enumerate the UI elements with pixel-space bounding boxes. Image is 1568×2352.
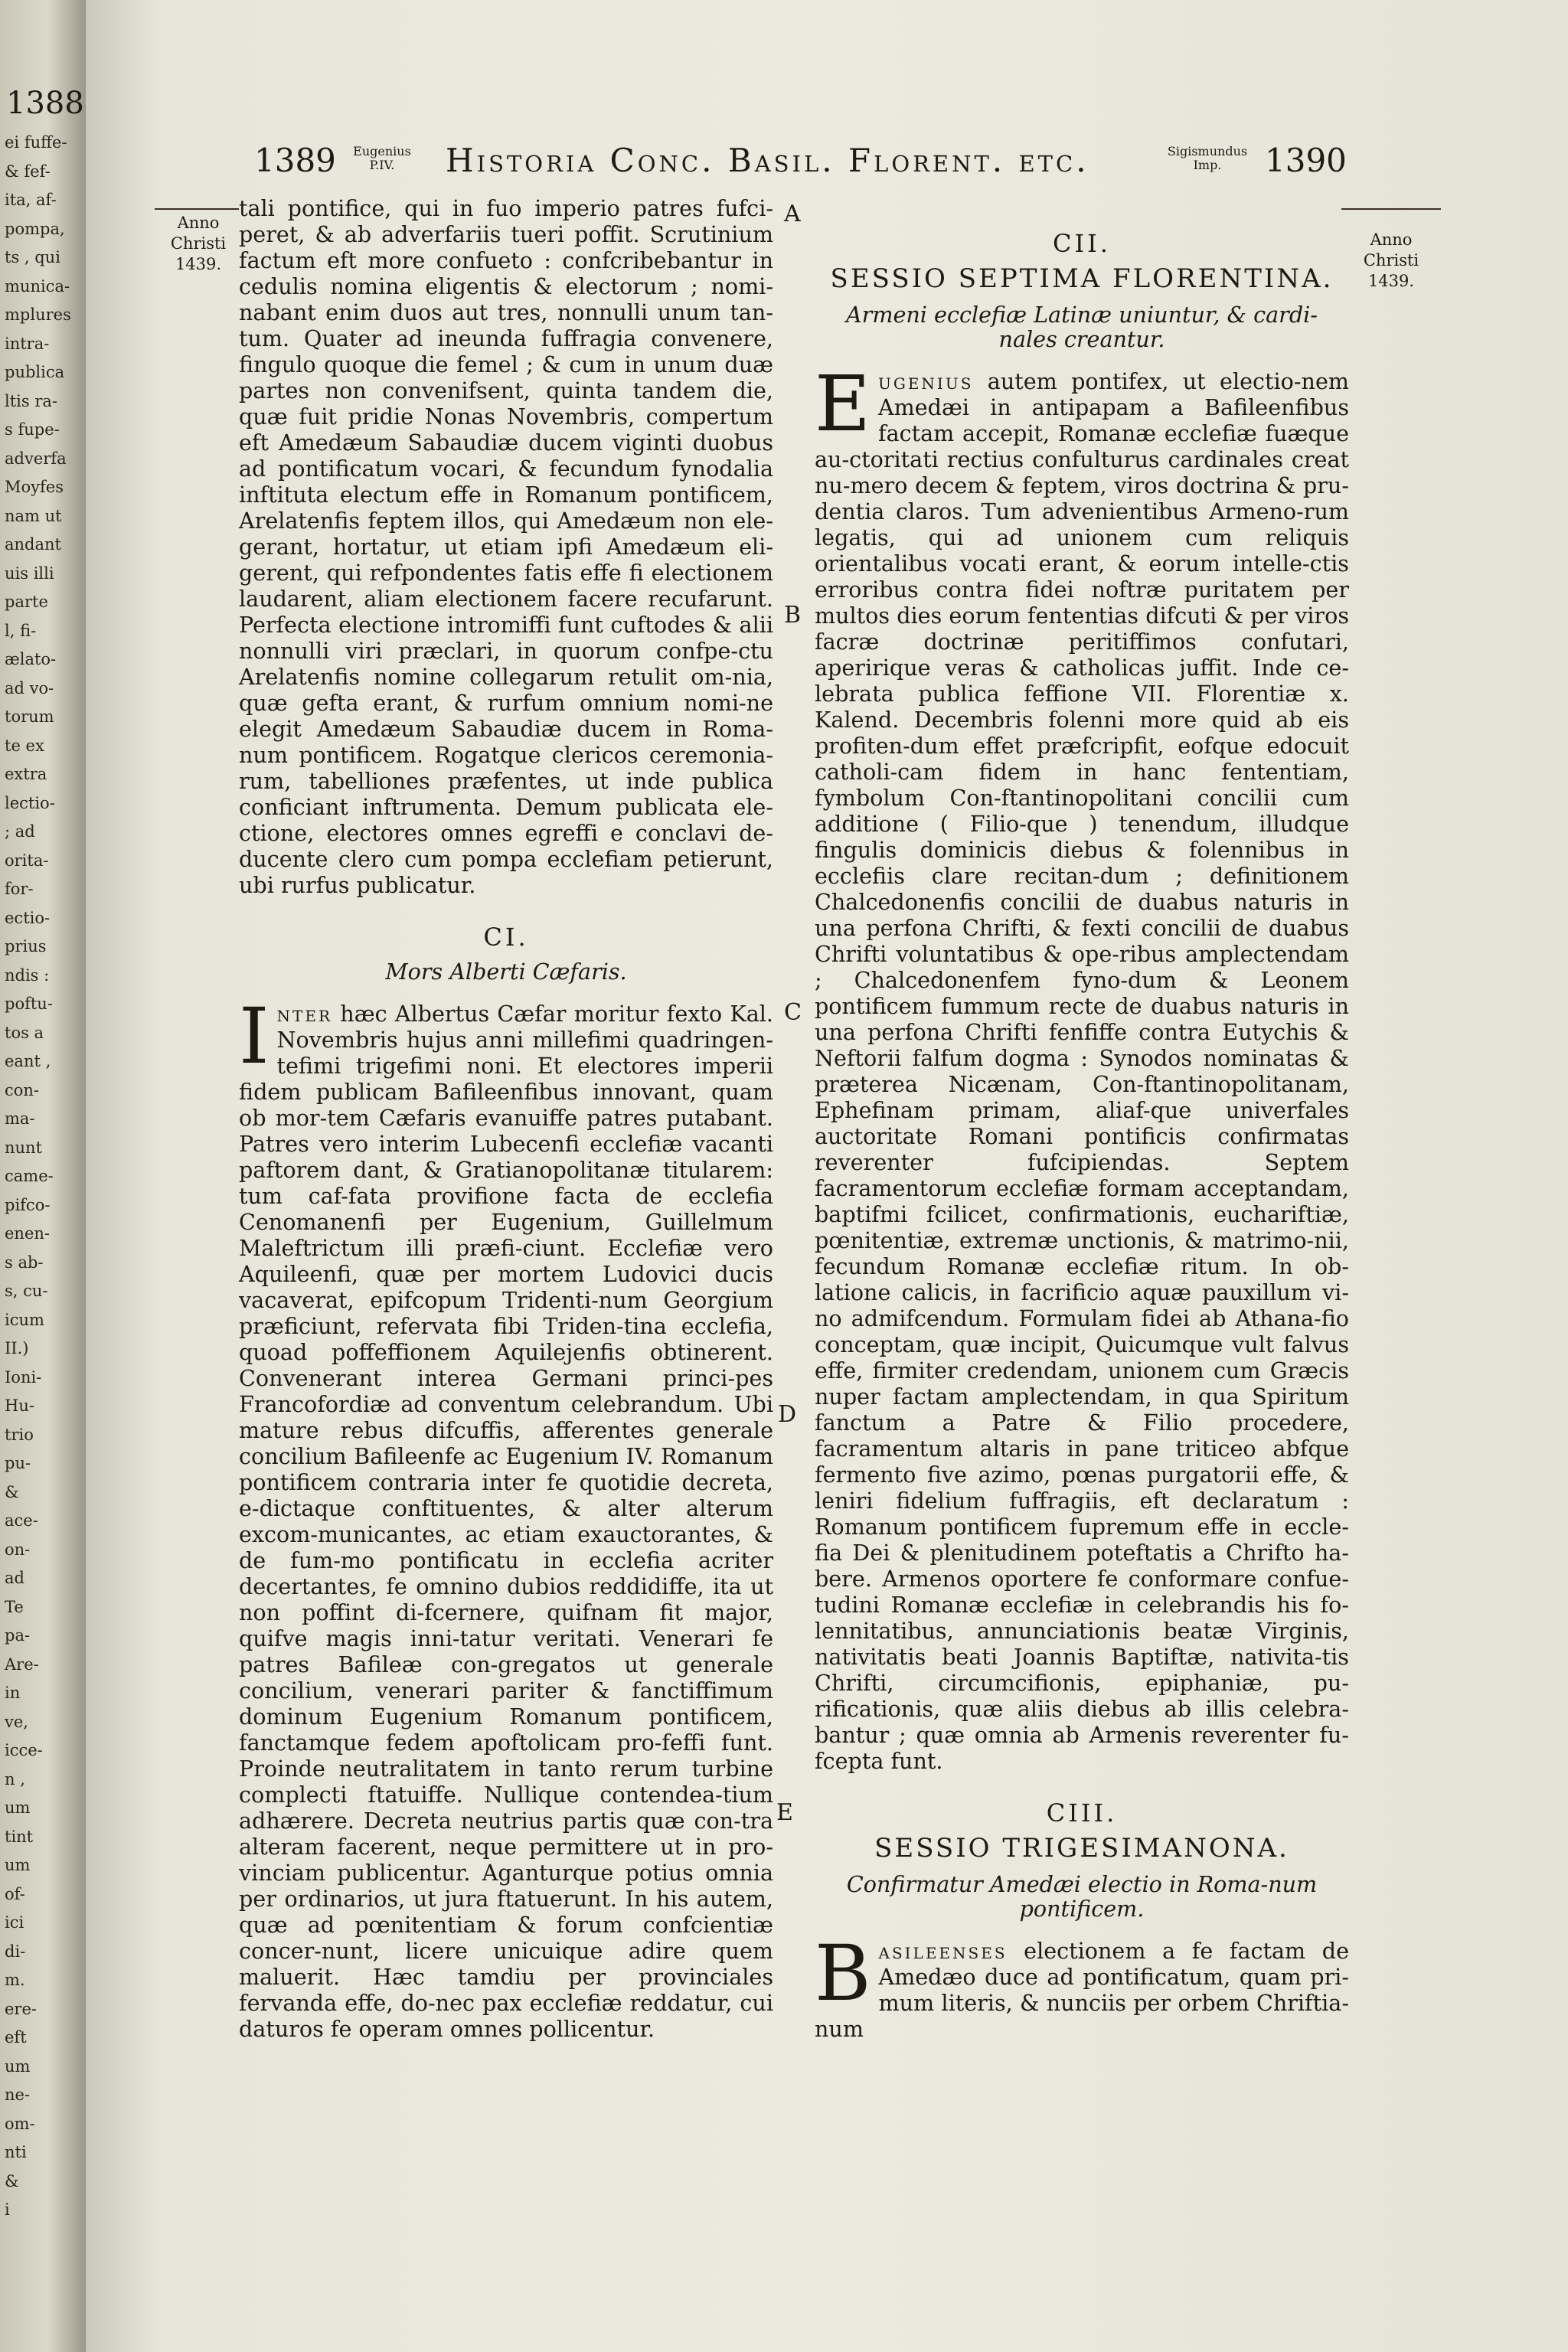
previous-page-fragment: di- xyxy=(5,1942,26,1961)
previous-page-fragment: pompa, xyxy=(5,219,65,238)
previous-page-fragment: ace- xyxy=(5,1511,38,1530)
left-paragraph-1: tali pontifice, qui in fuo imperio patres fufci-peret, & ab adverfariis tueri poffit. Scrutinium factum eft more confueto : confcribebantur in cedulis nomina eligentis & electorum ; nomi-nabant enim duos aut tres, nonnulli unum tan-tum. Quater ad ineunda fuffragia convenere, fingulo quoque die femel ; & cum in unum duæ partes non convenifsent, quinta tandem die, quæ fuit pridie Nonas Novembris, compertum eft Amedæum Sabaudiæ ducem viginti duobus ad pontificatum vocari, & fecundum fynodalia inftituta electum effe in Romanum pontificem, Arelatenfis feptem illos, qui Amedæum non ele-gerant, hortatur, ut etiam ipfi Amedæum eli-gerent, qui refpondentes fatis effe fi electionem laudarent, aliam electionem facere recufarunt. Perfecta electione intromiffi funt cuftodes & alii nonnulli viri præclari, in quorum confpe-ctu Arelatenfis nomine collegarum retulit om-nia, quæ gefta erant, & rurfum omnium nomi-ne elegit Amedæum Sabaudiæ ducem in Roma-num pontificem. Rogatque clericos ceremonia-rum, tabelliones præfentes, ut inde publica conficiant inftrumenta. Demum publicata ele-ctione, electores omnes egreffi e conclavi de-ducente clero cum pompa ecclefiam petierunt, ubi rurfus publicatur. xyxy=(239,195,773,898)
previous-page-fragment: parte xyxy=(5,593,48,611)
previous-page-fragment: uis illi xyxy=(5,564,54,583)
running-emperor: Sigismundus Imp. xyxy=(1167,144,1248,172)
previous-page-fragment: II.) xyxy=(5,1339,29,1357)
previous-page-edge xyxy=(0,0,86,2352)
previous-page-fragment: te ex xyxy=(5,736,44,755)
previous-page-fragment: con- xyxy=(5,1080,40,1099)
right-paragraph-1 xyxy=(815,359,1350,1774)
previous-page-fragment: enen- xyxy=(5,1224,51,1243)
previous-page-fragment: eft xyxy=(5,2028,27,2047)
previous-page-fragment: ei fuffe- xyxy=(5,133,67,152)
previous-page-fragment: pifco- xyxy=(5,1195,51,1214)
previous-page-fragment: publica xyxy=(5,363,65,381)
previous-page-fragment: n , xyxy=(5,1769,25,1788)
previous-page-fragment: m. xyxy=(5,1971,25,1989)
previous-page-fragment: prius xyxy=(5,937,47,956)
running-header xyxy=(86,142,1568,203)
previous-page-fragment: tos a xyxy=(5,1023,44,1042)
previous-page-fragment: Hu- xyxy=(5,1396,34,1415)
dropcap-e: E xyxy=(815,359,871,449)
lead-word-inter: nter xyxy=(276,1001,333,1027)
left-column xyxy=(239,195,773,2042)
previous-page-fragment: ltis ra- xyxy=(5,391,57,410)
previous-page-fragment: adverfa xyxy=(5,449,67,468)
previous-page-fragment: om- xyxy=(5,2114,35,2133)
previous-page-fragment: ad xyxy=(5,1569,24,1587)
previous-page-fragment: trio xyxy=(5,1425,34,1444)
previous-page-fragment: pa- xyxy=(5,1626,31,1645)
left-year-note: Anno Christi 1439. xyxy=(170,214,227,273)
previous-page-fragment: andant xyxy=(5,535,61,554)
previous-page-fragment: nunt xyxy=(5,1138,43,1157)
lead-word-basileenses: asileenses xyxy=(878,1938,1008,1964)
previous-page-fragment: ma- xyxy=(5,1109,35,1128)
previous-page-fragment: for- xyxy=(5,880,34,898)
previous-page-fragment: um xyxy=(5,1798,31,1817)
previous-page-fragment: ici xyxy=(5,1913,24,1932)
marker-b: B xyxy=(784,602,802,629)
previous-page-fragment: ad vo- xyxy=(5,678,54,697)
previous-page-fragment: ; ad xyxy=(5,822,35,841)
left-paragraph-2-text: hæc Albertus Cæfar moritur fexto Kal. Novembris hujus anni millefimi quadringen-tefimi trigefimi noni. Et electores imperii fidem publicam Bafileenfibus innovant, quam ob mor-tem Cæfaris evanuiffe patres putabant. Patres vero interim Lubecenfi ecclefiæ vacanti paftorem dant, & Gratianopolitanæ titularem: tum caf-fata provifione facta de ecclefia Cenomanenfi per Eugenium, Guillelmum Maleftrictum illi præfi-ciunt. Ecclefiæ vero Aquileenfi, quæ per mortem Ludovici ducis vacaverat, epifcopum Tridenti-num Georgium præficiunt, refervata fibi Triden-tina ecclefia, quoad poffeffionem Aquilejenfis obtinerent. Convenerant interea Germani princi-pes Francofordiæ ad conventum celebrandum. Ubi mature rebus difcuffis, afferentes generale concilium Bafileenfe ac Eugenium IV. Romanum pontificem contraria inter fe quotidie decreta, e-dictaque conftituentes, & alter alterum excom-municantes, ac etiam exauctorantes, & de fum-mo pontificatu in ecclefia acriter decertantes, fe omnino dubios reddidiffe, ita ut non poffint di-fcernere, quifnam fit major, quifve magis inni-tatur veritati. Venerari fe patres Bafileæ con-gregatos ut generale concilium, venerari pariter & fanctiffimum dominum Eugenium Romanum pontificem, fanctamque fedem apoftolicam pro-feffi funt. Proinde neutralitatem in tanto rerum turbine complecti ftatuiffe. Nullique contendea-tium adhærere. Decreta neutrius partis quæ con-tra alteram facerent, neque permittere ut in pro-vinciam publicentur. Aganturque potius omnia per ordinarios, ut jura ftatuerunt. In his autem, quæ ad pœnitentiam & forum confcientiæ concer-nunt, licere unicuique adire quem maluerit. Hæc tamdiu per provinciales fervanda effe, do-nec pax ecclefiæ reddatur, cui daturos fe operam omnes pollicentur. xyxy=(239,1001,773,2042)
right-paragraph-2-text: electionem a fe factam de Amedæo duce ad pontificatum, quam pri-mum literis, & nunciis per orbem Chriftia-num xyxy=(815,1938,1349,2042)
previous-page-fragment: ndis : xyxy=(5,965,50,985)
previous-page-fragment: um xyxy=(5,1856,31,1874)
previous-page-fragment: s fupe- xyxy=(5,420,60,439)
previous-page-fragment: ne- xyxy=(5,2086,31,2104)
previous-page-number: 1388 xyxy=(6,86,84,121)
previous-page-fragment: orita- xyxy=(5,851,49,870)
previous-page-fragment: l, fi- xyxy=(5,621,37,640)
previous-page-fragment: um xyxy=(5,2056,31,2076)
previous-page-fragment: Are- xyxy=(5,1655,39,1674)
running-pope: Eugenius P.IV. xyxy=(353,144,411,172)
previous-page-fragment: & xyxy=(5,1482,19,1501)
previous-page-fragment: munica- xyxy=(5,276,70,296)
right-column xyxy=(815,195,1349,2042)
previous-page-fragment: ere- xyxy=(5,1999,37,2018)
previous-page-fragment: of- xyxy=(5,1884,25,1903)
previous-page-fragment: Ioni- xyxy=(5,1367,42,1387)
left-margin-rule xyxy=(155,208,239,210)
previous-page-fragment: pu- xyxy=(5,1454,31,1472)
previous-page-fragment: & fef- xyxy=(5,162,51,181)
marker-c: C xyxy=(784,999,802,1026)
previous-page-fragment: icce- xyxy=(5,1741,43,1759)
lead-word-eugenius: ugenius xyxy=(878,368,974,394)
marker-a: A xyxy=(784,201,801,227)
previous-page-fragment: s ab- xyxy=(5,1253,44,1272)
marker-d: D xyxy=(778,1401,797,1428)
running-title: Historia Conc. Basil. Florent. etc. xyxy=(446,142,1089,179)
previous-page-fragment: ita, af- xyxy=(5,191,57,209)
previous-page-fragment: i xyxy=(5,2200,10,2219)
previous-page-fragment: on- xyxy=(5,1540,31,1559)
left-paragraph-2 xyxy=(239,991,773,2042)
dropcap-i: I xyxy=(239,991,270,1081)
section-ci-subtitle: Mors Alberti Cæfaris. xyxy=(385,959,627,985)
book-page xyxy=(86,0,1568,2352)
section-cii-subtitle: Armeni ecclefiæ Latinæ uniuntur, & cardi-nales creantur. xyxy=(846,302,1318,352)
right-year-note: Anno Christi 1439. xyxy=(1363,230,1419,290)
marker-e: E xyxy=(776,1799,793,1826)
previous-page-fragment: came- xyxy=(5,1167,54,1185)
previous-page-fragment: tint xyxy=(5,1827,34,1846)
previous-page-fragment: & xyxy=(5,2171,19,2190)
previous-page-fragment: Te xyxy=(5,1597,24,1616)
previous-page-fragment: icum xyxy=(5,1310,44,1329)
previous-page-fragment: nti xyxy=(5,2143,27,2161)
previous-page-fragment: Moyfes xyxy=(5,478,64,496)
section-cii-number: CII. xyxy=(1053,229,1111,258)
left-page-number: 1389 xyxy=(254,142,336,179)
previous-page-fragment: s, cu- xyxy=(5,1282,48,1300)
section-cii-title: SESSIO SEPTIMA FLORENTINA. xyxy=(830,263,1334,294)
previous-page-fragment: in xyxy=(5,1684,21,1702)
previous-page-fragment: eant , xyxy=(5,1052,51,1070)
previous-page-fragment: nam ut xyxy=(5,506,62,525)
dropcap-b: B xyxy=(815,1929,871,2018)
previous-page-fragment: poftu- xyxy=(5,995,53,1013)
section-ciii-title: SESSIO TRIGESIMANONA. xyxy=(874,1833,1289,1864)
previous-page-fragment: lectio- xyxy=(5,793,55,812)
right-page-number: 1390 xyxy=(1265,142,1347,179)
section-ci-number: CI. xyxy=(483,923,529,952)
right-margin-rule xyxy=(1341,208,1441,210)
previous-page-fragment: mplures xyxy=(5,305,71,324)
previous-page-fragment: ve, xyxy=(5,1712,28,1731)
previous-page-fragment: intra- xyxy=(5,334,50,353)
previous-page-fragment: ectio- xyxy=(5,908,51,927)
previous-page-fragment: ælato- xyxy=(5,650,57,668)
section-ciii-number: CIII. xyxy=(1046,1798,1118,1828)
previous-page-fragment: ts , qui xyxy=(5,248,60,266)
previous-page-fragment: extra xyxy=(5,765,47,783)
previous-page-fragment: torum xyxy=(5,707,54,726)
right-paragraph-2 xyxy=(815,1929,1349,2042)
right-paragraph-1-text: autem pontifex, ut electio-nem Amedæi in antipapam a Bafileenfibus factam accepit, Romanæ ecclefiæ fuæque au-ctoritati rectius confulturus cardinales creat nu-mero decem & feptem, viros doctrina & pru-dentia claros. Tum advenientibus Armeno-rum legatis, qui ad unionem cum reliquis orientalibus vocati erant, & eorum intelle-ctis erroribus contra fidei noftræ puritatem per multos dies eorum fententias difcuti & per viros facræ doctrinæ peritiffimos confutari, aperirique veras & catholicas juffit. Inde ce-lebrata publica feffione VII. Florentiæ x. Kalend. Decembris folenni more quid ab eis profiten-dum effet præfcripfit, eofque edocuit catholi-cam fidem in hanc fententiam, fymbolum Con-ftantinopolitani concilii cum additione ( Filio-que ) tenendum, illudque fingulis dominicis diebus & folennibus in ecclefiis clare recitan-dum ; definitionem Chalcedonenfis concilii de duabus naturis in una perfona Chrifti, & fexti concilii de duabus Chrifti voluntatibus & ope-ribus amplectendam ; Chalcedonenfem fyno-dum & Leonem pontificem fummum recte de duabus naturis in una perfona Chrifti fenfiffe contra Eutychis & Neftorii falfum dogma : Synodos nominatas & præterea Nicænam, Con-ftantinopolitanam, Ephefinam primam, aliaf-que univerfales auctoritate Romani pontificis confirmatas reverenter fufcipiendas. Septem facramentorum ecclefiæ formam acceptandam, baptifmi fcilicet, confirmationis, euchariftiæ, pœnitentiæ, extremæ unctionis, & matrimo-nii, fecundum Romanæ ecclefiæ ritum. In ob-latione calicis, in facrificio aquæ pauxillum vi-no admifcendum. Formulam fidei ab Athana-fio conceptam, quæ incipit, Quicumque vult falvus effe, firmiter credendam, unionem cum Græcis nuper factam amplectendam, in qua Spiritum fanctum a Patre & Filio procedere, facramentum altaris in pane triticeo abfque fermento five azimo, pœnas purgatorii effe, & leniri fidelium fuffragiis, eft declaratum : Romanum pontificem fupremum effe in eccle-fia Dei & plenitudinem poteftatis a Chrifto ha-bere. Armenos oportere fe conformare confue-tudini Romanæ ecclefiæ in celebrandis his fo-lennitatibus, annunciationis beatæ Virginis, nativitatis beati Joannis Baptiftæ, nativita-tis Chrifti, circumcifionis, epiphaniæ, pu-rificationis, quæ aliis diebus ab illis celebra-bantur ; quæ omnia ab Armenis reverenter fu-fcepta funt. xyxy=(815,368,1350,1774)
section-ciii-subtitle: Confirmatur Amedæi electio in Roma-num pontificem. xyxy=(846,1871,1318,1922)
